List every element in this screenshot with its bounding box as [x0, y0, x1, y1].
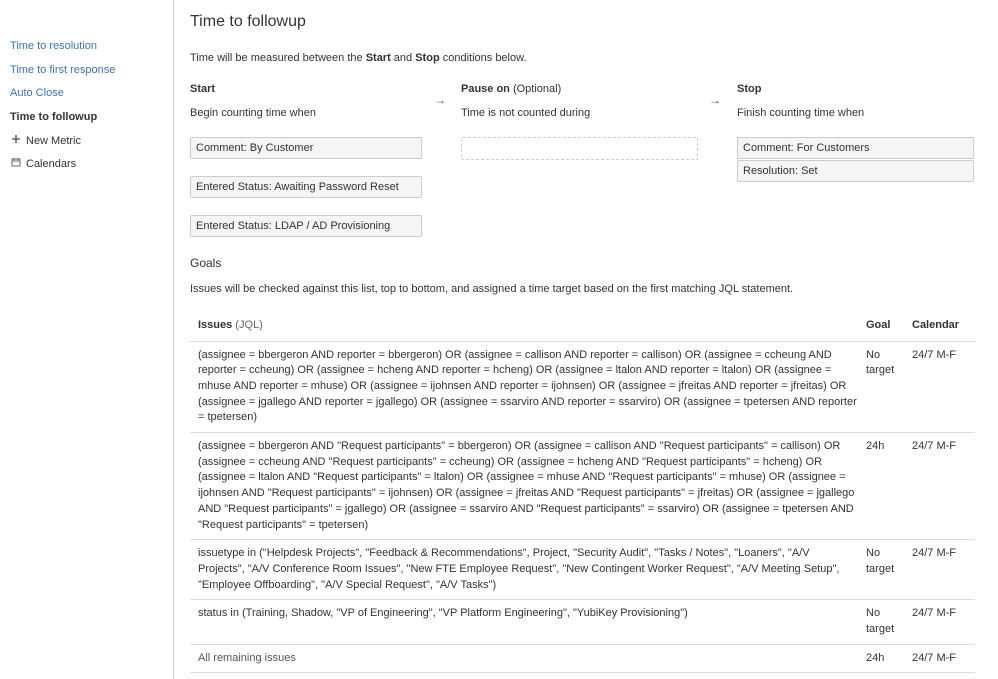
table-row[interactable]: [190, 433, 975, 540]
stop-heading: Stop: [737, 83, 762, 95]
start-condition[interactable]: Entered Status: Awaiting Password Reset: [190, 176, 422, 198]
goals-heading: Goals: [190, 256, 222, 270]
pause-condition-dropzone[interactable]: [461, 137, 698, 160]
start-condition[interactable]: Comment: By Customer: [190, 137, 422, 159]
intro-suffix: conditions below.: [439, 52, 527, 64]
calendar-cell: 24/7 M-F: [910, 341, 975, 433]
table-row[interactable]: [190, 600, 975, 644]
issues-header-label: Issues: [198, 319, 233, 331]
sidebar-item-auto-close[interactable]: Auto Close: [10, 87, 64, 99]
calendar-column-header: Calendar: [910, 311, 975, 341]
issues-cell: (assignee = bbergeron AND "Request participants" = bbergeron) OR (assignee = callison AND "Request participants" = callison) OR (assignee = ccheung AND "Request participants" = ccheung) OR (assignee = hcheng AND "Request participants" = hcheng) OR (assignee = ltalon AND "Request participants" = ltalon) OR (assignee = mhuse AND "Request participants" = mhuse) OR (assignee = ijohnsen AND "Request participants" = ijohnsen) OR (assignee = jfreitas AND "Request participants" = jfreitas) OR (assignee = jgallego AND "Request participants" = jgallego) OR (assignee = ssarviro AND "Request participants" = ssarviro) OR (assignee = tpetersen AND "Request participants" = tpetersen): [190, 433, 866, 540]
stop-condition[interactable]: Resolution: Set: [737, 160, 974, 182]
intro-stop: Stop: [415, 52, 440, 64]
pause-optional-label: (Optional): [509, 83, 562, 95]
goal-cell: No target: [866, 341, 910, 433]
goal-column-header: Goal: [866, 311, 910, 341]
new-metric-label: New Metric: [26, 135, 82, 147]
calendar-icon: [10, 157, 22, 170]
stop-subheading: Finish counting time when: [737, 107, 865, 119]
new-metric-button[interactable]: [10, 134, 81, 147]
arrow-right-icon: →: [434, 93, 446, 107]
goal-cell: 24h: [866, 644, 910, 673]
calendars-link[interactable]: [10, 157, 76, 170]
calendar-cell: 24/7 M-F: [910, 433, 975, 540]
jql-header-label: (JQL): [232, 319, 263, 331]
pause-heading: [461, 83, 561, 95]
start-heading: Start: [190, 83, 216, 95]
pause-heading-label: Pause on: [461, 83, 510, 95]
intro-text: [190, 52, 527, 64]
goal-cell: No target: [866, 540, 910, 600]
issues-cell: status in (Training, Shadow, "VP of Engineering", "VP Platform Engineering", "YubiKey Provisioning"): [190, 600, 866, 644]
goal-cell: No target: [866, 600, 910, 644]
plus-icon: [10, 134, 22, 147]
goal-cell: 24h: [866, 433, 910, 540]
issues-column-header: [190, 311, 866, 341]
table-row[interactable]: [190, 644, 975, 673]
calendar-cell: 24/7 M-F: [910, 540, 975, 600]
issues-cell: issuetype in ("Helpdesk Projects", "Feedback & Recommendations", Project, "Security Audit", "Tasks / Notes", "Loaners", "A/V Projects", "A/V Conference Room Issues", "New FTE Employee Request", "New Contingent Worker Request", "A/V Meeting Setup", "Employee Offboarding", "A/V Special Request", "A/V Tasks"): [190, 540, 866, 600]
stop-condition[interactable]: Comment: For Customers: [737, 137, 974, 159]
sidebar-item-time-to-first-response[interactable]: Time to first response: [10, 64, 116, 76]
intro-and: and: [390, 52, 416, 64]
table-row[interactable]: [190, 540, 975, 600]
goals-description: Issues will be checked against this list, top to bottom, and assigned a time target based on the first matching JQL statement.: [190, 283, 794, 295]
issues-cell: (assignee = bbergeron AND reporter = bbergeron) OR (assignee = callison AND reporter = callison) OR (assignee = ccheung AND reporter = ccheung) OR (assignee = hcheng AND reporter = hcheng) OR (assignee = ltalon AND reporter = ltalon) OR (assignee = mhuse AND reporter = mhuse) OR (assignee = ijohnsen AND reporter = ijohnsen) OR (assignee = jfreitas AND reporter = jfreitas) OR (assignee = jgallego AND reporter = jgallego) OR (assignee = ssarviro AND reporter = ssarviro) OR (assignee = tpetersen AND reporter = tpetersen): [190, 341, 866, 433]
sidebar: [0, 0, 174, 679]
calendar-cell: 24/7 M-F: [910, 644, 975, 673]
pause-subheading: Time is not counted during: [461, 107, 591, 119]
start-subheading: Begin counting time when: [190, 107, 316, 119]
sidebar-item-time-to-followup[interactable]: Time to followup: [10, 111, 98, 123]
page-title: Time to followup: [190, 13, 306, 30]
goals-table: [190, 311, 975, 673]
table-header-row: [190, 311, 975, 341]
calendars-label: Calendars: [26, 158, 77, 170]
calendar-cell: 24/7 M-F: [910, 600, 975, 644]
table-row[interactable]: [190, 341, 975, 433]
start-condition[interactable]: Entered Status: LDAP / AD Provisioning: [190, 215, 422, 237]
arrow-right-icon: →: [709, 93, 721, 107]
intro-prefix: Time will be measured between the: [190, 52, 366, 64]
sidebar-item-time-to-resolution[interactable]: Time to resolution: [10, 40, 98, 52]
intro-start: Start: [365, 52, 391, 64]
issues-cell: All remaining issues: [190, 644, 866, 673]
